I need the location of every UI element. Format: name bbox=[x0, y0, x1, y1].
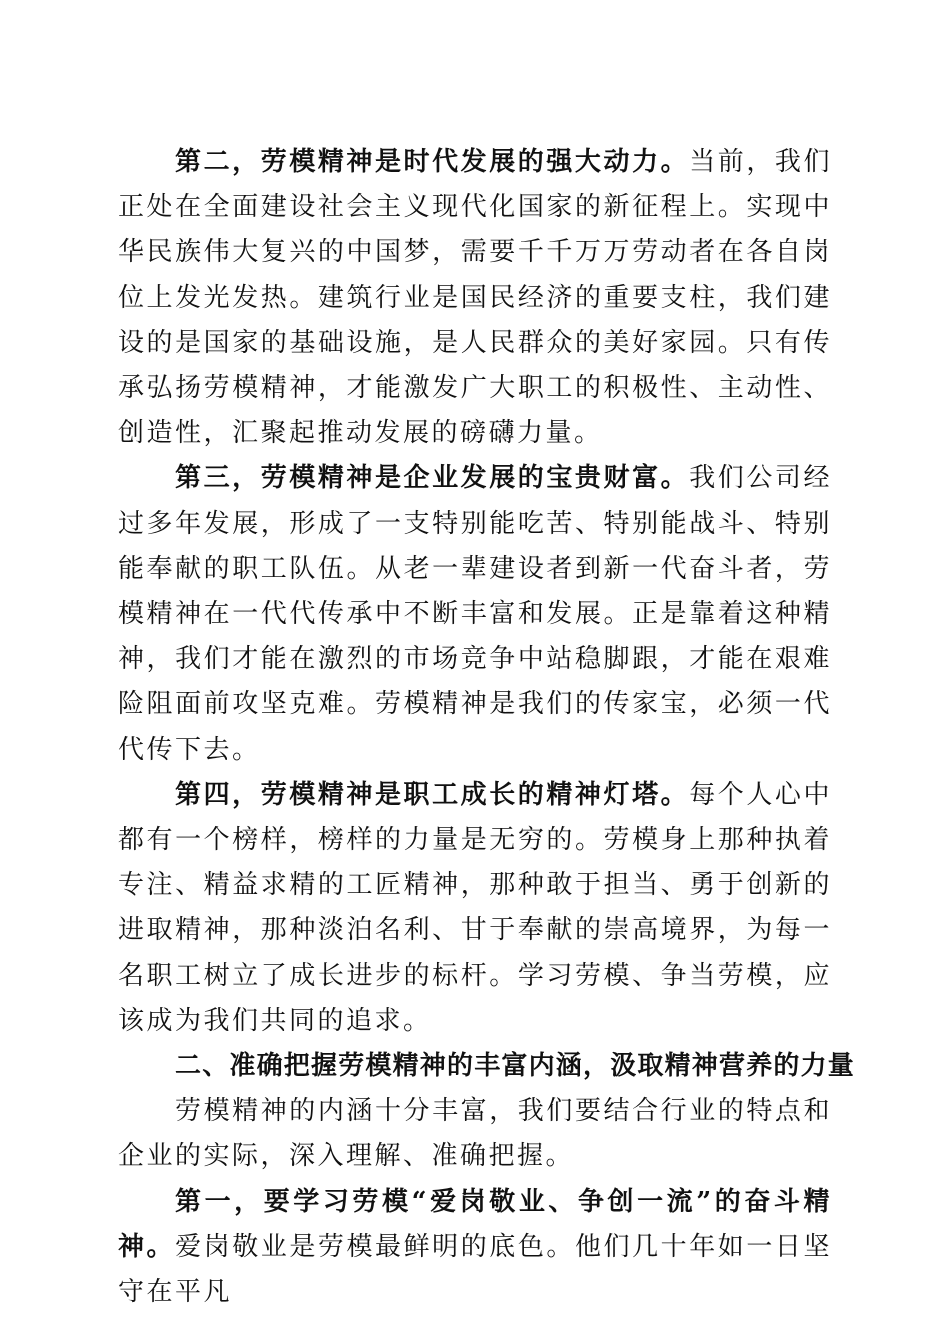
paragraph-lead: 第四，劳模精神是职工成长的精神灯塔。 bbox=[175, 779, 690, 810]
paragraph-body: 劳模精神的内涵十分丰富，我们要结合行业的特点和企业的实际，深入理解、准确把握。 bbox=[118, 1096, 832, 1172]
paragraph-body: 每个人心中都有一个榜样，榜样的力量是无穷的。劳模身上那种执着专注、精益求精的工匠精神，那种敢于担当、勇于创新的进取精神，那种淡泊名利、甘于奉献的崇高境界，为每一名职工树立了成长进步的标杆。学习劳模、争当劳模，应该成为我们共同的追求。 bbox=[118, 779, 832, 1036]
paragraph-lead: 第二，劳模精神是时代发展的强大动力。 bbox=[175, 147, 690, 177]
section-heading: 二、准确把握劳模精神的丰富内涵，汲取精神营养的力量 bbox=[175, 1051, 856, 1082]
paragraph-body: 爱岗敬业是劳模最鲜明的底色。他们几十年如一日坚守在平凡 bbox=[118, 1231, 832, 1308]
paragraph-fourth-point bbox=[118, 773, 832, 1044]
paragraph-second-point bbox=[118, 140, 832, 456]
document-page bbox=[118, 140, 856, 1315]
paragraph-lead: 第三，劳模精神是企业发展的宝贵财富。 bbox=[175, 463, 690, 494]
paragraph-lead: 第一，要学习劳模“爱岗敬业、争创一流”的奋斗精神。 bbox=[118, 1186, 832, 1262]
paragraph-body: 当前，我们正处在全面建设社会主义现代化国家的新征程上。实现中华民族伟大复兴的中国梦，需要千千万万劳动者在各自岗位上发光发热。建筑行业是国民经济的重要支柱，我们建设的是国家的基础设施，是人民群众的美好家园。只有传承弘扬劳模精神，才能激发广大职工的积极性、主动性、创造性，汇聚起推动发展的磅礴力量。 bbox=[118, 147, 832, 449]
paragraph-body: 我们公司经过多年发展，形成了一支特别能吃苦、特别能战斗、特别能奉献的职工队伍。从老一辈建设者到新一代奋斗者，劳模精神在一代代传承中不断丰富和发展。正是靠着这种精神，我们才能在激烈的市场竞争中站稳脚跟，才能在艰难险阻面前攻坚克难。劳模精神是我们的传家宝，必须一代代传下去。 bbox=[118, 463, 832, 765]
paragraph-section-intro bbox=[118, 1089, 832, 1179]
paragraph-third-point bbox=[118, 456, 832, 772]
paragraph-point-one bbox=[118, 1180, 832, 1316]
